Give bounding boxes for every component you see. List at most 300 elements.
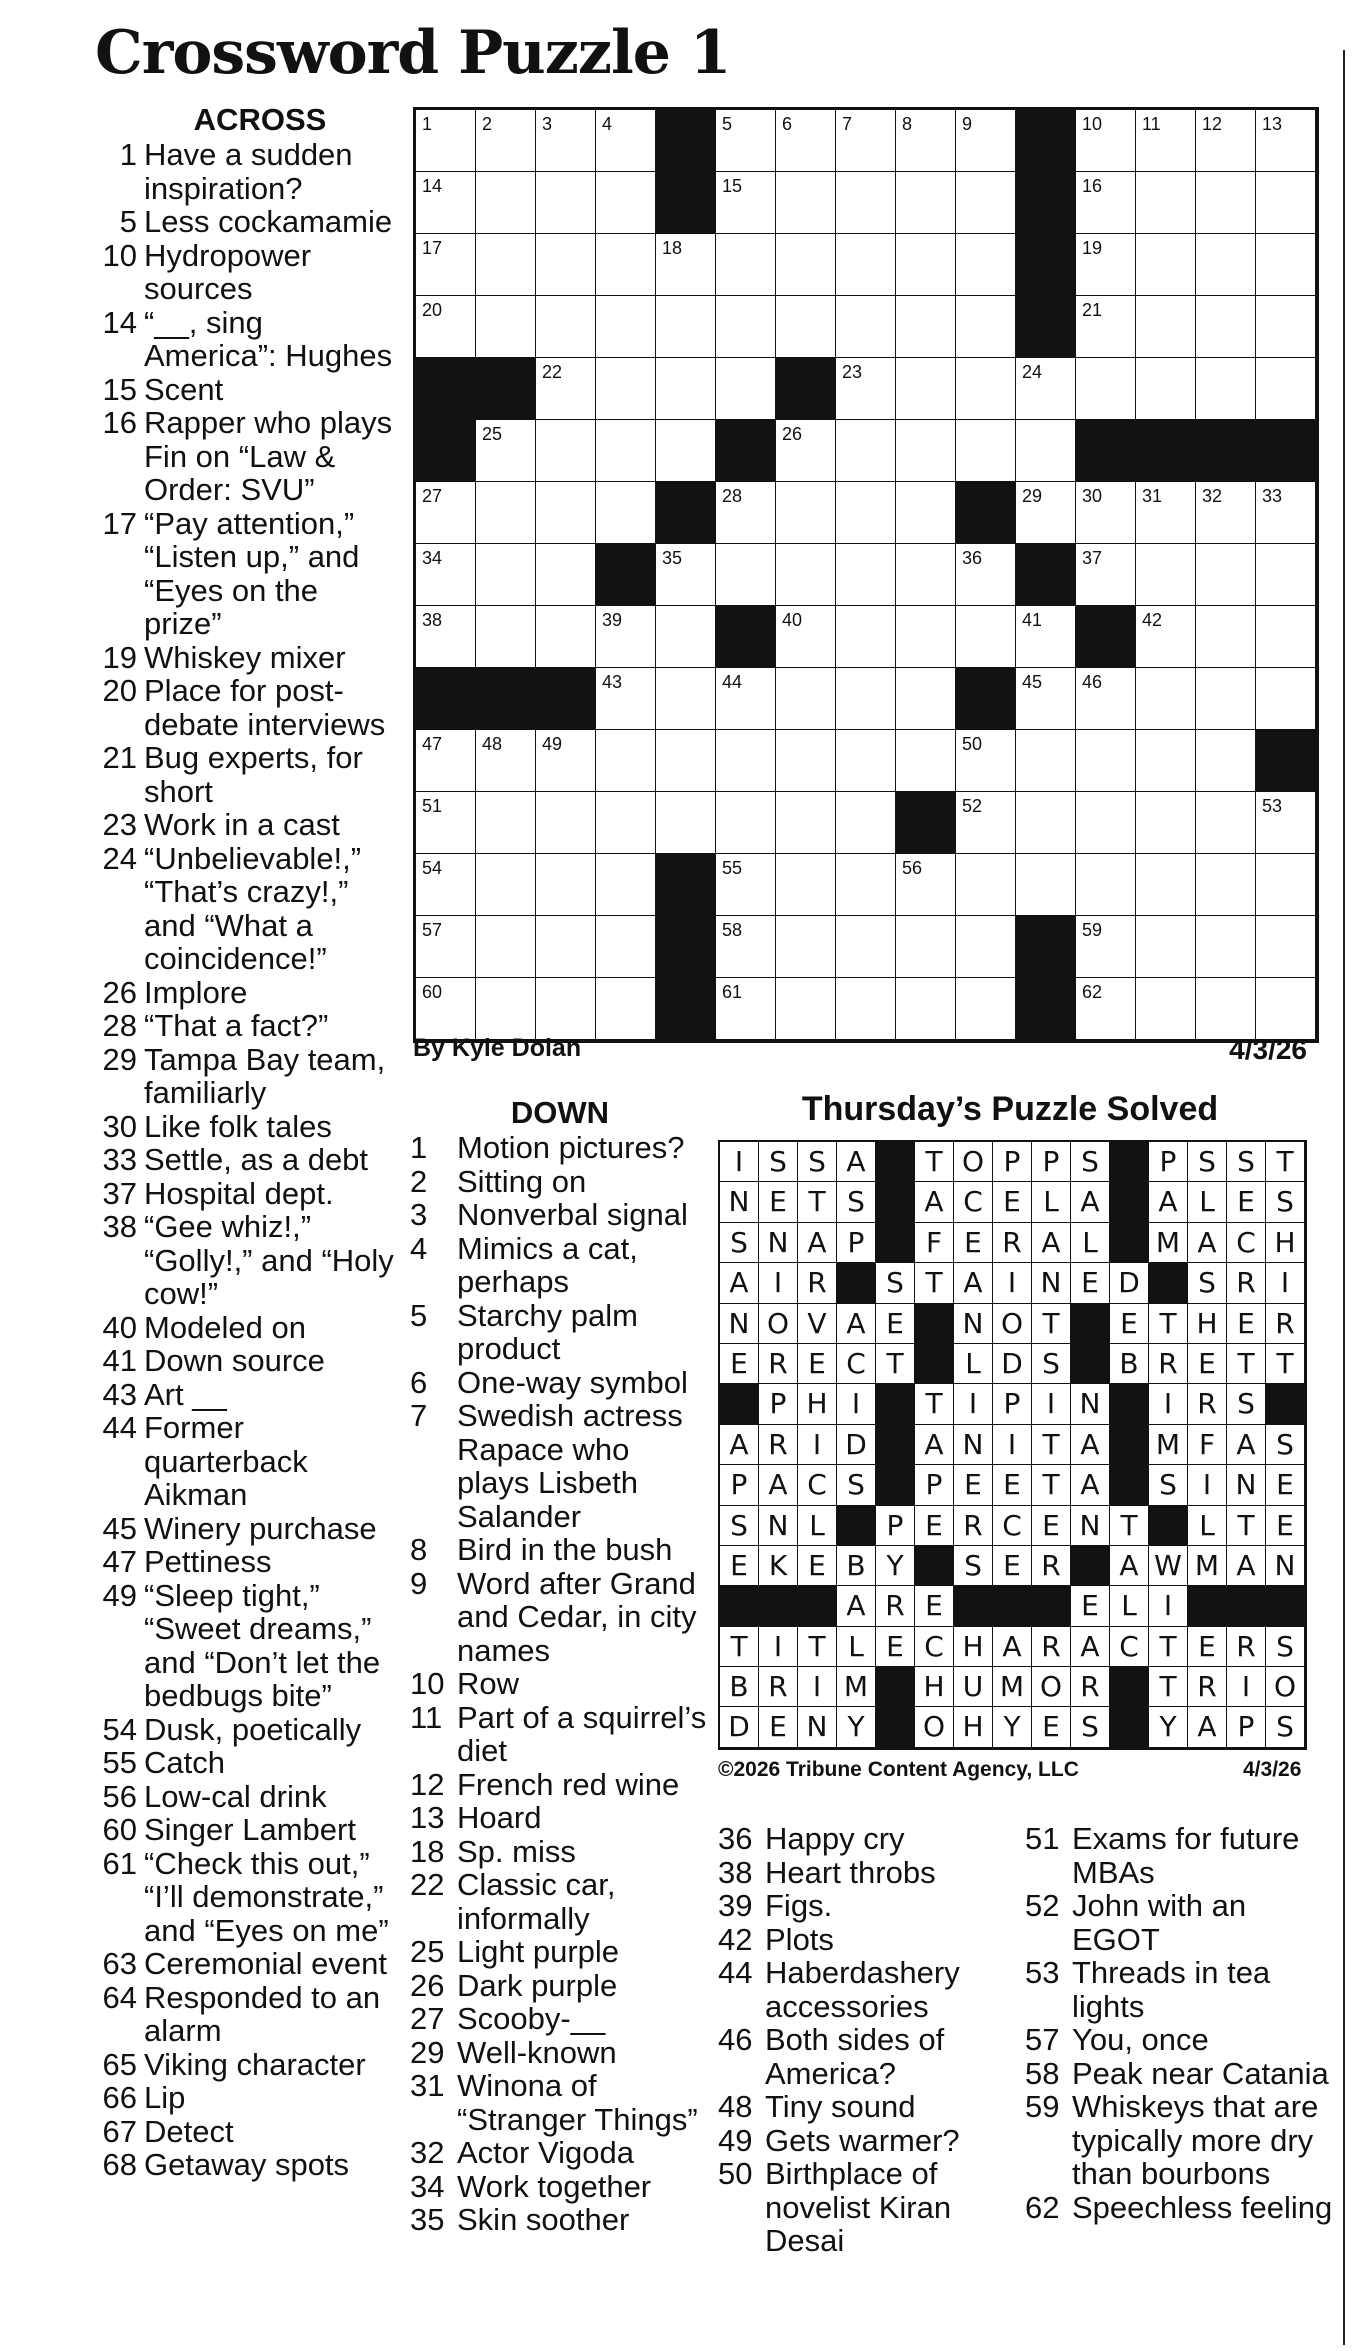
black-square bbox=[956, 482, 1016, 544]
grid-cell bbox=[956, 358, 1016, 420]
cell-number: 13 bbox=[1262, 114, 1283, 134]
cell-number: 1 bbox=[422, 114, 433, 134]
solution-cell: N bbox=[720, 1304, 759, 1344]
grid-cell bbox=[836, 606, 896, 668]
solution-black-square bbox=[1188, 1586, 1227, 1626]
clue-item bbox=[410, 1567, 710, 1668]
grid-cell bbox=[1196, 854, 1256, 916]
cell-number: 18 bbox=[662, 238, 683, 258]
clue-number: 58 bbox=[1025, 2055, 1060, 2091]
grid-cell bbox=[1136, 916, 1196, 978]
grid-cell bbox=[956, 172, 1016, 234]
cell-number: 42 bbox=[1142, 610, 1163, 630]
clue-item bbox=[410, 2203, 710, 2237]
solution-cell: L bbox=[1188, 1182, 1227, 1222]
solution-cell: T bbox=[915, 1142, 954, 1182]
clue-item bbox=[95, 741, 395, 808]
grid-cell bbox=[596, 420, 656, 482]
clue-item bbox=[95, 641, 395, 675]
solution-cell: L bbox=[1032, 1182, 1071, 1222]
clue-text: Down source bbox=[144, 1343, 325, 1378]
solution-black-square bbox=[1110, 1182, 1149, 1222]
grid-cell bbox=[1076, 916, 1136, 978]
grid-cell bbox=[1076, 544, 1136, 606]
solution-cell: I bbox=[1227, 1667, 1266, 1707]
clue-item bbox=[95, 1512, 395, 1546]
clue-item bbox=[95, 205, 395, 239]
solution-cell: E bbox=[993, 1182, 1032, 1222]
solution-cell: A bbox=[1227, 1425, 1266, 1465]
solution-cell: R bbox=[1227, 1627, 1266, 1667]
solution-black-square bbox=[1110, 1223, 1149, 1263]
grid-cell bbox=[596, 792, 656, 854]
clue-text: Figs. bbox=[765, 1888, 833, 1923]
solution-cell: S bbox=[1227, 1384, 1266, 1424]
clue-text: Part of a squirrel’s diet bbox=[457, 1699, 707, 1768]
clue-number: 2 bbox=[410, 1163, 428, 1199]
grid-cell bbox=[1256, 234, 1316, 296]
grid-cell bbox=[1196, 730, 1256, 792]
grid-cell bbox=[1076, 668, 1136, 730]
solution-cell: I bbox=[993, 1263, 1032, 1303]
clue-text: Sitting on bbox=[457, 1163, 587, 1199]
clue-text: Motion pictures? bbox=[457, 1130, 685, 1165]
clue-text: Catch bbox=[144, 1745, 225, 1780]
clue-number: 44 bbox=[102, 1410, 137, 1445]
grid-cell bbox=[716, 296, 776, 358]
solution-cell: P bbox=[837, 1223, 876, 1263]
grid-cell bbox=[1136, 668, 1196, 730]
clue-number: 1 bbox=[119, 137, 137, 172]
clue-number: 34 bbox=[410, 2168, 445, 2204]
clue-number: 46 bbox=[718, 2022, 753, 2057]
solution-cell: I bbox=[720, 1142, 759, 1182]
clue-item bbox=[410, 2069, 710, 2136]
clue-item bbox=[95, 1009, 395, 1043]
solution-cell: K bbox=[759, 1546, 798, 1586]
clue-text: Winona of “Stranger Things” bbox=[457, 2068, 698, 2137]
clue-number: 59 bbox=[1025, 2089, 1060, 2124]
solution-black-square bbox=[1110, 1465, 1149, 1505]
clue-number: 33 bbox=[102, 1142, 137, 1177]
clue-text: Tiny sound bbox=[765, 2089, 916, 2124]
clue-number: 14 bbox=[102, 304, 137, 340]
solution-cell: A bbox=[798, 1223, 837, 1263]
solution-black-square bbox=[1110, 1667, 1149, 1707]
solution-cell: S bbox=[1266, 1425, 1305, 1465]
solution-cell: I bbox=[798, 1425, 837, 1465]
grid-cell bbox=[836, 172, 896, 234]
grid-cell bbox=[1136, 854, 1196, 916]
clue-item bbox=[410, 1667, 710, 1701]
down-heading: DOWN bbox=[510, 1095, 610, 1130]
clue-item bbox=[95, 1947, 395, 1981]
clue-item bbox=[1025, 1956, 1335, 2023]
clue-number: 26 bbox=[102, 974, 137, 1010]
solution-cell: O bbox=[1266, 1667, 1305, 1707]
clue-number: 49 bbox=[718, 2122, 753, 2158]
clue-item bbox=[1025, 2191, 1335, 2225]
grid-cell bbox=[896, 420, 956, 482]
solution-cell: E bbox=[915, 1506, 954, 1546]
grid-cell bbox=[836, 420, 896, 482]
solution-cell: S bbox=[837, 1465, 876, 1505]
cell-number: 30 bbox=[1082, 486, 1103, 506]
clue-text: Actor Vigoda bbox=[457, 2135, 634, 2170]
clue-text: French red wine bbox=[457, 1766, 680, 1802]
grid-cell bbox=[836, 482, 896, 544]
clue-text: Rapper who plays Fin on “Law & Order: SVU” bbox=[144, 405, 393, 507]
grid-cell bbox=[716, 172, 776, 234]
solution-cell: C bbox=[1110, 1627, 1149, 1667]
grid-cell bbox=[776, 420, 836, 482]
clue-item bbox=[410, 1299, 710, 1366]
solution-cell: S bbox=[1188, 1263, 1227, 1303]
clue-item bbox=[95, 1579, 395, 1713]
grid-cell bbox=[896, 668, 956, 730]
cell-number: 26 bbox=[782, 424, 803, 444]
grid-cell bbox=[776, 544, 836, 606]
grid-cell bbox=[716, 978, 776, 1040]
solution-cell: I bbox=[993, 1425, 1032, 1465]
clue-text: Skin soother bbox=[457, 2202, 630, 2237]
solution-black-square bbox=[1071, 1304, 1110, 1344]
clue-item bbox=[95, 1143, 395, 1177]
solution-black-square bbox=[876, 1667, 915, 1707]
clue-text: Less cockamamie bbox=[144, 204, 393, 239]
grid-cell bbox=[716, 234, 776, 296]
grid-cell bbox=[896, 916, 956, 978]
grid-cell bbox=[596, 606, 656, 668]
clue-text: Whiskey mixer bbox=[144, 639, 346, 675]
solution-cell: H bbox=[954, 1627, 993, 1667]
solution-cell: N bbox=[798, 1707, 837, 1747]
cell-number: 45 bbox=[1022, 672, 1043, 692]
solution-cell: S bbox=[1032, 1344, 1071, 1384]
solution-cell: C bbox=[993, 1506, 1032, 1546]
black-square bbox=[476, 668, 536, 730]
grid-cell bbox=[1136, 172, 1196, 234]
grid-cell bbox=[1136, 296, 1196, 358]
black-square bbox=[1016, 172, 1076, 234]
grid-cell bbox=[476, 482, 536, 544]
clue-item bbox=[1025, 2057, 1335, 2091]
cell-number: 51 bbox=[422, 796, 443, 816]
grid-cell bbox=[1136, 792, 1196, 854]
solution-cell: R bbox=[1071, 1667, 1110, 1707]
grid-cell bbox=[1196, 978, 1256, 1040]
grid-cell bbox=[536, 606, 596, 668]
grid-cell bbox=[836, 668, 896, 730]
down-clue-list bbox=[410, 1131, 710, 2237]
black-square bbox=[1256, 420, 1316, 482]
cell-number: 36 bbox=[962, 548, 983, 568]
clue-text: “__, sing America”: Hughes bbox=[144, 304, 393, 373]
solution-cell: Y bbox=[876, 1546, 915, 1586]
clue-number: 19 bbox=[102, 639, 137, 675]
clue-number: 65 bbox=[102, 2046, 137, 2082]
clue-item bbox=[718, 1923, 1018, 1957]
clue-number: 39 bbox=[718, 1888, 753, 1923]
grid-cell bbox=[1076, 296, 1136, 358]
clue-number: 60 bbox=[102, 1812, 137, 1847]
cell-number: 28 bbox=[722, 486, 743, 506]
page-title: Crossword Puzzle 1 bbox=[95, 18, 731, 88]
grid-cell bbox=[596, 482, 656, 544]
clue-number: 17 bbox=[102, 505, 137, 541]
grid-cell bbox=[716, 668, 776, 730]
solution-cell: N bbox=[954, 1425, 993, 1465]
clue-text: “That a fact?” bbox=[144, 1008, 329, 1043]
cell-number: 43 bbox=[602, 672, 623, 692]
grid-cell bbox=[476, 730, 536, 792]
grid-cell bbox=[956, 544, 1016, 606]
cell-number: 54 bbox=[422, 858, 443, 878]
grid-cell bbox=[1256, 172, 1316, 234]
solution-cell: A bbox=[759, 1465, 798, 1505]
grid-cell bbox=[596, 668, 656, 730]
clue-number: 13 bbox=[410, 1800, 445, 1835]
clue-item bbox=[410, 1868, 710, 1935]
cell-number: 47 bbox=[422, 734, 443, 754]
down-clues-col3 bbox=[718, 1822, 1018, 2258]
grid-cell bbox=[1016, 606, 1076, 668]
solution-cell: P bbox=[915, 1465, 954, 1505]
solution-cell: R bbox=[1266, 1304, 1305, 1344]
grid-cell bbox=[536, 978, 596, 1040]
clue-item bbox=[410, 1399, 710, 1533]
grid-cell bbox=[536, 544, 596, 606]
clue-text: Haberdashery accessories bbox=[765, 1955, 960, 2024]
grid-cell bbox=[836, 792, 896, 854]
grid-cell bbox=[1256, 110, 1316, 172]
clue-item bbox=[410, 1366, 710, 1400]
grid-cell bbox=[1016, 730, 1076, 792]
black-square bbox=[656, 110, 716, 172]
grid-cell bbox=[596, 854, 656, 916]
solution-cell: O bbox=[1032, 1667, 1071, 1707]
grid-cell bbox=[536, 172, 596, 234]
clue-number: 9 bbox=[410, 1565, 428, 1601]
solution-cell: I bbox=[1149, 1384, 1188, 1424]
cell-number: 44 bbox=[722, 672, 743, 692]
clue-text: Scooby-__ bbox=[457, 2001, 606, 2036]
solution-cell: T bbox=[1227, 1344, 1266, 1384]
down-clue-list-3 bbox=[718, 1822, 1018, 2258]
clue-text: Bird in the bush bbox=[457, 1532, 673, 1567]
clue-text: Low-cal drink bbox=[144, 1778, 327, 1814]
clue-number: 30 bbox=[102, 1108, 137, 1144]
grid-cell bbox=[476, 792, 536, 854]
black-square bbox=[1016, 296, 1076, 358]
grid-cell bbox=[1016, 854, 1076, 916]
cell-number: 16 bbox=[1082, 176, 1103, 196]
solution-cell: A bbox=[1110, 1546, 1149, 1586]
clue-text: Pettiness bbox=[144, 1544, 272, 1579]
cell-number: 27 bbox=[422, 486, 443, 506]
crossword-grid bbox=[413, 107, 1319, 1043]
solution-cell: C bbox=[1227, 1223, 1266, 1263]
solution-cell: E bbox=[1071, 1586, 1110, 1626]
cell-number: 31 bbox=[1142, 486, 1163, 506]
solution-cell: S bbox=[1188, 1142, 1227, 1182]
grid-cell bbox=[776, 482, 836, 544]
clue-number: 18 bbox=[410, 1833, 445, 1869]
solution-cell: A bbox=[1071, 1465, 1110, 1505]
grid-cell bbox=[1256, 482, 1316, 544]
grid-cell bbox=[536, 854, 596, 916]
solution-grid bbox=[718, 1140, 1307, 1750]
grid-cell bbox=[536, 234, 596, 296]
cell-number: 2 bbox=[482, 114, 493, 134]
solution-cell: E bbox=[720, 1546, 759, 1586]
solution-cell: R bbox=[1032, 1627, 1071, 1667]
clue-item bbox=[95, 373, 395, 407]
clue-text: Row bbox=[457, 1666, 520, 1701]
solution-cell: H bbox=[798, 1384, 837, 1424]
black-square bbox=[956, 668, 1016, 730]
grid-cell bbox=[656, 730, 716, 792]
clue-item bbox=[718, 1889, 1018, 1923]
clue-number: 67 bbox=[102, 2113, 137, 2149]
grid-cell bbox=[476, 978, 536, 1040]
grid-cell bbox=[1196, 482, 1256, 544]
solution-cell: O bbox=[954, 1142, 993, 1182]
solution-cell: A bbox=[837, 1142, 876, 1182]
clue-text: Well-known bbox=[457, 2034, 617, 2070]
black-square bbox=[476, 358, 536, 420]
solution-cell: T bbox=[915, 1263, 954, 1303]
clue-text: “Check this out,” “I’ll demonstrate,” and “Eyes on me” bbox=[144, 1845, 389, 1948]
grid-cell bbox=[776, 606, 836, 668]
clue-item bbox=[95, 2048, 395, 2082]
black-square bbox=[416, 668, 476, 730]
clue-number: 47 bbox=[102, 1544, 137, 1579]
clue-number: 29 bbox=[410, 2034, 445, 2070]
black-square bbox=[536, 668, 596, 730]
solution-black-square bbox=[1032, 1586, 1071, 1626]
grid-cell bbox=[1196, 172, 1256, 234]
clue-text: Hospital dept. bbox=[144, 1175, 334, 1211]
cell-number: 52 bbox=[962, 796, 983, 816]
clue-text: Singer Lambert bbox=[144, 1812, 356, 1847]
clue-number: 53 bbox=[1025, 1955, 1060, 1990]
clue-number: 48 bbox=[718, 2089, 753, 2124]
solution-cell: E bbox=[1188, 1627, 1227, 1667]
clue-number: 52 bbox=[1025, 1888, 1060, 1923]
solution-black-square bbox=[1071, 1546, 1110, 1586]
black-square bbox=[1256, 730, 1316, 792]
solution-cell: I bbox=[1149, 1586, 1188, 1626]
solution-cell: T bbox=[1149, 1667, 1188, 1707]
clue-text: Swedish actress Rapace who plays Lisbeth Salander bbox=[457, 1398, 683, 1534]
black-square bbox=[596, 544, 656, 606]
clue-text: Implore bbox=[144, 974, 248, 1010]
clue-text: Detect bbox=[144, 2113, 234, 2149]
grid-cell bbox=[1196, 296, 1256, 358]
grid-cell bbox=[656, 792, 716, 854]
grid-cell bbox=[836, 234, 896, 296]
solution-black-square bbox=[720, 1586, 759, 1626]
solution-cell: S bbox=[954, 1546, 993, 1586]
clue-text: “Sleep tight,” “Sweet dreams,” and “Don’t let the bedbugs bite” bbox=[144, 1577, 381, 1713]
cell-number: 25 bbox=[482, 424, 503, 444]
cell-number: 20 bbox=[422, 300, 443, 320]
grid-cell bbox=[836, 110, 896, 172]
grid-cell bbox=[956, 234, 1016, 296]
cell-number: 3 bbox=[542, 114, 553, 134]
clue-item bbox=[95, 1847, 395, 1948]
grid-cell bbox=[1256, 296, 1316, 358]
cell-number: 56 bbox=[902, 858, 923, 878]
grid-cell bbox=[716, 110, 776, 172]
grid-cell bbox=[776, 854, 836, 916]
clue-text: Sp. miss bbox=[457, 1833, 576, 1869]
clue-number: 37 bbox=[102, 1175, 137, 1211]
clue-number: 35 bbox=[410, 2202, 445, 2237]
solution-cell: E bbox=[876, 1304, 915, 1344]
solution-cell: C bbox=[915, 1627, 954, 1667]
solution-cell: S bbox=[1266, 1627, 1305, 1667]
clue-number: 12 bbox=[410, 1766, 445, 1802]
grid-cell bbox=[416, 544, 476, 606]
solution-cell: P bbox=[993, 1142, 1032, 1182]
solution-cell: T bbox=[1032, 1425, 1071, 1465]
grid-cell bbox=[416, 792, 476, 854]
clue-text: Work in a cast bbox=[144, 807, 340, 842]
clue-number: 62 bbox=[1025, 2189, 1060, 2225]
solution-cell: E bbox=[1188, 1344, 1227, 1384]
clue-text: Nonverbal signal bbox=[457, 1197, 688, 1232]
cell-number: 5 bbox=[722, 114, 733, 134]
solution-cell: S bbox=[1071, 1707, 1110, 1747]
clue-text: Plots bbox=[765, 1921, 834, 1957]
clue-text: Settle, as a debt bbox=[144, 1142, 369, 1177]
byline: By Kyle Dolan bbox=[413, 1034, 582, 1062]
clue-item bbox=[95, 1177, 395, 1211]
grid-cell bbox=[416, 854, 476, 916]
solution-cell: A bbox=[837, 1586, 876, 1626]
cell-number: 9 bbox=[962, 114, 973, 134]
solution-cell: R bbox=[759, 1667, 798, 1707]
grid-cell bbox=[596, 172, 656, 234]
solution-cell: E bbox=[720, 1344, 759, 1384]
grid-cell bbox=[476, 420, 536, 482]
black-square bbox=[416, 358, 476, 420]
cell-number: 39 bbox=[602, 610, 623, 630]
solution-cell: R bbox=[798, 1263, 837, 1303]
solution-cell: E bbox=[759, 1182, 798, 1222]
solution-black-square bbox=[759, 1586, 798, 1626]
clue-item bbox=[410, 2170, 710, 2204]
solution-black-square bbox=[1227, 1586, 1266, 1626]
clue-text: Whiskeys that are typically more dry than bourbons bbox=[1072, 2089, 1319, 2191]
grid-cell bbox=[956, 730, 1016, 792]
clue-number: 10 bbox=[102, 237, 137, 273]
solution-black-square bbox=[876, 1707, 915, 1747]
solution-cell: I bbox=[1266, 1263, 1305, 1303]
clue-item bbox=[95, 1981, 395, 2048]
cell-number: 12 bbox=[1202, 114, 1223, 134]
black-square bbox=[776, 358, 836, 420]
clue-item bbox=[95, 2148, 395, 2182]
grid-cell bbox=[776, 234, 836, 296]
clue-item bbox=[1025, 1889, 1335, 1956]
grid-cell bbox=[656, 234, 716, 296]
grid-cell bbox=[656, 544, 716, 606]
solution-cell: S bbox=[720, 1223, 759, 1263]
grid-cell bbox=[1196, 358, 1256, 420]
